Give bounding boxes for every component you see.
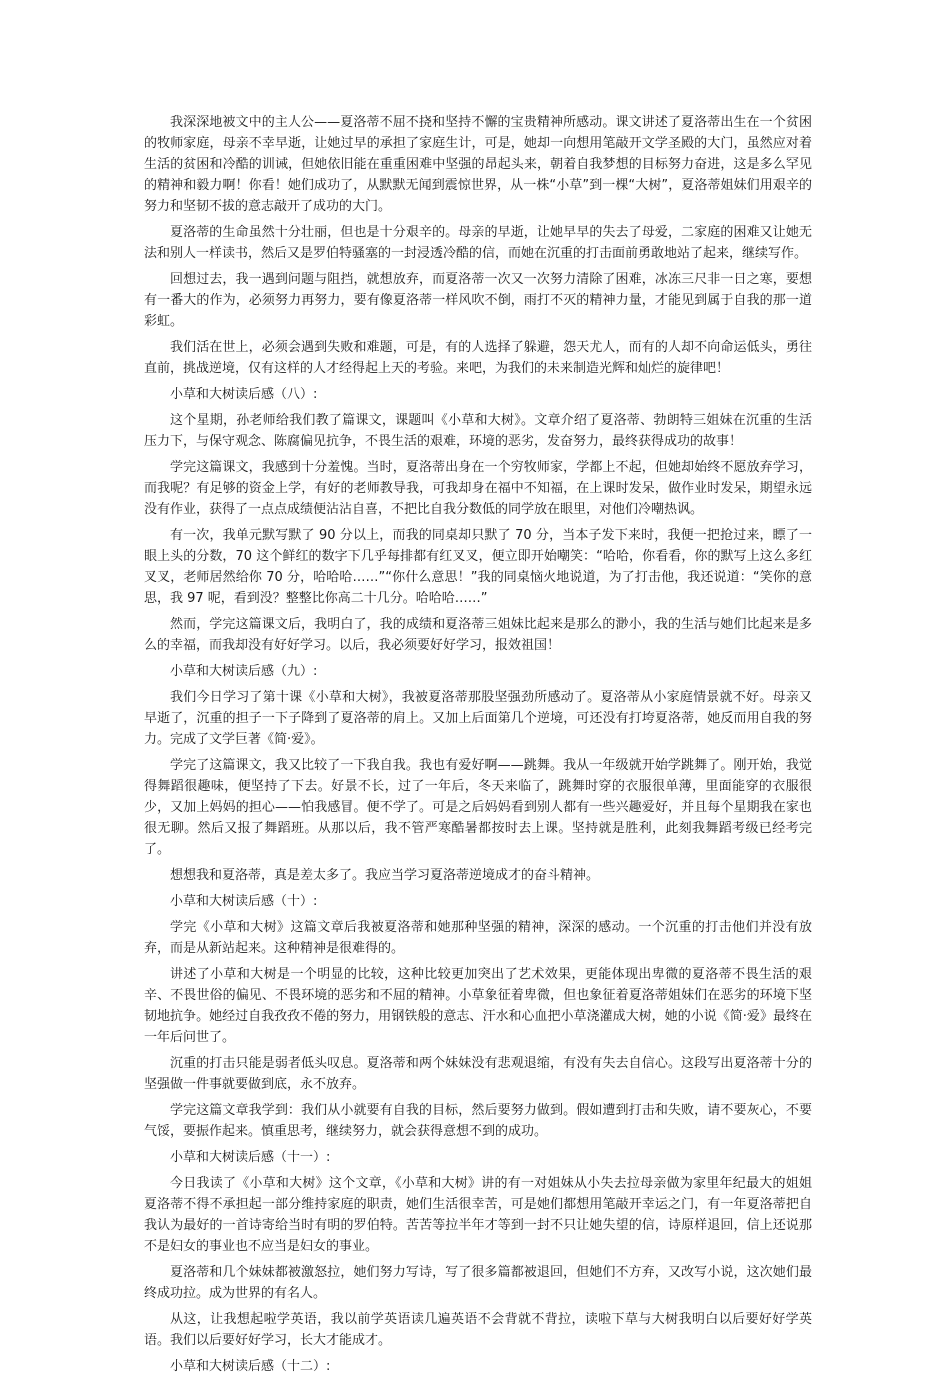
paragraph: 今日我读了《小草和大树》这个文章，《小草和大树》讲的有一对姐妹从小失去拉母亲做为家里年纪最大的姐姐夏洛蒂不得不承担起一部分维持家庭的职责，她们生活很幸苦，可是她们都想用笔敲开幸运之门，有一年夏洛蒂把自我认为最好的一首诗寄给当时有明的罗伯特。苦苦等拉半年才等到一封不只让她失望的信，诗原样退回，信上还说那不是妇女的事业也不应当是妇女的事业。	[144, 1176, 812, 1254]
paragraph: 学完了这篇课文，我又比较了一下我自我。我也有爱好啊——跳舞。我从一年级就开始学跳舞了。刚开始，我觉得舞蹈很趣味，便坚持了下去。好景不长，过了一年后，冬天来临了，跳舞时穿的衣服很单薄，里面能穿的衣服很少，又加上妈妈的担心——怕我感冒。便不学了。可是之后妈妈看到别人都有一些兴趣爱好，并且每个星期我在家也很无聊。然后又报了舞蹈班。从那以后，我不管严寒酷暑都按时去上课。坚持就是胜利，此刻我舞蹈考级已经考完了。	[144, 758, 812, 857]
section-heading: 小草和大树读后感（九）:	[170, 664, 318, 679]
paragraph: 从这，让我想起啦学英语，我以前学英语读几遍英语不会背就不背拉，读啦下草与大树我明白以后要好好学英语。我们以后要好好学习，长大才能成才。	[144, 1312, 812, 1348]
paragraph: 回想过去，我一遇到问题与阻挡，就想放弃，而夏洛蒂一次又一次努力清除了困难，冰冻三尺非一日之寒，要想有一番大的作为，必须努力再努力，要有像夏洛蒂一样风吹不倒，雨打不灭的精神力量，才能见到属于自我的那一道彩虹。	[144, 272, 812, 329]
paragraph: 学完这篇文章我学到：我们从小就要有自我的目标，然后要努力做到。假如遭到打击和失败，请不要灰心，不要气馁，要振作起来。慎重思考，继续努力，就会获得意想不到的成功。	[144, 1103, 812, 1139]
section-heading: 小草和大树读后感（八）:	[170, 387, 318, 402]
paragraph: 然而，学完这篇课文后，我明白了，我的成绩和夏洛蒂三姐妹比起来是那么的渺小，我的生活与她们比起来是多么的幸福，而我却没有好好学习。以后，我必须要好好学习，报效祖国！	[144, 617, 812, 653]
section-heading: 小草和大树读后感（十一）:	[170, 1150, 331, 1165]
paragraph: 学完这篇课文，我感到十分羞愧。当时，夏洛蒂出身在一个穷牧师家，学都上不起，但她却始终不愿放弃学习，而我呢？有足够的资金上学，有好的老师教导我，可我却身在福中不知福，在上课时发呆，做作业时发呆，期望永远没有作业，获得了一点点成绩便沾沾自喜，不把比自我分数低的同学放在眼里，对他们冷嘲热讽。	[144, 460, 812, 517]
paragraph: 我们活在世上，必须会遇到失败和难题，可是，有的人选择了躲避，怨天尤人，而有的人却不向命运低头，勇往直前，挑战逆境，仅有这样的人才经得起上天的考验。来吧，为我们的未来制造光辉和灿烂的旋律吧！	[144, 340, 812, 376]
section-heading: 小草和大树读后感（十二）:	[170, 1359, 331, 1374]
document-body	[144, 112, 812, 1382]
paragraph: 学完《小草和大树》这篇文章后我被夏洛蒂和她那种坚强的精神，深深的感动。一个沉重的打击他们并没有放弃，而是从新站起来。这种精神是很难得的。	[144, 920, 812, 956]
paragraph: 这个星期，孙老师给我们教了篇课文，课题叫《小草和大树》。文章介绍了夏洛蒂、勃朗特三姐妹在沉重的生活压力下，与保守观念、陈腐偏见抗争，不畏生活的艰难，环境的恶劣，发奋努力，最终获得成功的故事！	[144, 413, 812, 449]
paragraph: 有一次，我单元默写默了 90 分以上，而我的同桌却只默了 70 分，当本子发下来时，我便一把抢过来，瞟了一眼上头的分数，70 这个鲜红的数字下几乎每排都有红叉叉，便立即开始嘲笑：“哈哈，你看看，你的默写上这么多红叉叉，老师居然给你 70 分，哈哈哈……”“你什么意思！”我的同桌恼火地说道，为了打击他，我还说道：“笑你的意思，我 97 呢，看到没？整整比你高二十几分。哈哈哈……”	[144, 528, 812, 606]
paragraph: 我们今日学习了第十课《小草和大树》，我被夏洛蒂那股坚强劲所感动了。夏洛蒂从小家庭情景就不好。母亲又早逝了，沉重的担子一下子降到了夏洛蒂的肩上。又加上后面第几个逆境，可还没有打垮夏洛蒂，她反而用自我的努力。完成了文学巨著《简·爱》。	[144, 690, 812, 747]
paragraph: 沉重的打击只能是弱者低头叹息。夏洛蒂和两个妹妹没有悲观退缩，有没有失去自信心。这段写出夏洛蒂十分的坚强做一件事就要做到底，永不放弃。	[144, 1056, 812, 1092]
paragraph: 我深深地被文中的主人公——夏洛蒂不屈不挠和坚持不懈的宝贵精神所感动。课文讲述了夏洛蒂出生在一个贫困的牧师家庭，母亲不幸早逝，让她过早的承担了家庭生计，可是，她却一向想用笔敲开文学圣殿的大门，虽然应对着生活的贫困和冷酷的训诫，但她依旧能在重重困难中坚强的昂起头来，朝着自我梦想的目标努力奋进，这是多么罕见的精神和毅力啊！你看！她们成功了，从默默无闻到震惊世界，从一株“小草”到一棵“大树”，夏洛蒂姐妹们用艰辛的努力和坚韧不拔的意志敲开了成功的大门。	[144, 115, 812, 214]
section-heading: 小草和大树读后感（十）:	[170, 894, 318, 909]
paragraph: 讲述了小草和大树是一个明显的比较，这种比较更加突出了艺术效果，更能体现出卑微的夏洛蒂不畏生活的艰辛、不畏世俗的偏见、不畏环境的恶劣和不屈的精神。小草象征着卑微，但也象征着夏洛蒂姐妹们在恶劣的环境下坚韧地抗争。她经过自我孜孜不倦的努力，用钢铁般的意志、汗水和心血把小草浇灌成大树，她的小说《简·爱》最终在一年后问世了。	[144, 967, 812, 1045]
paragraph: 夏洛蒂的生命虽然十分壮丽，但也是十分艰辛的。母亲的早逝，让她早早的失去了母爱，二家庭的困难又让她无法和别人一样读书，然后又是罗伯特骚塞的一封浸透冷酷的信，而她在沉重的打击面前勇敢地站了起来，继续写作。	[144, 225, 812, 261]
paragraph: 想想我和夏洛蒂，真是差太多了。我应当学习夏洛蒂逆境成才的奋斗精神。	[170, 868, 600, 883]
paragraph: 夏洛蒂和几个妹妹都被激怒拉，她们努力写诗，写了很多篇都被退回，但她们不方弃，又改写小说，这次她们最终成功拉。成为世界的有名人。	[144, 1265, 812, 1301]
